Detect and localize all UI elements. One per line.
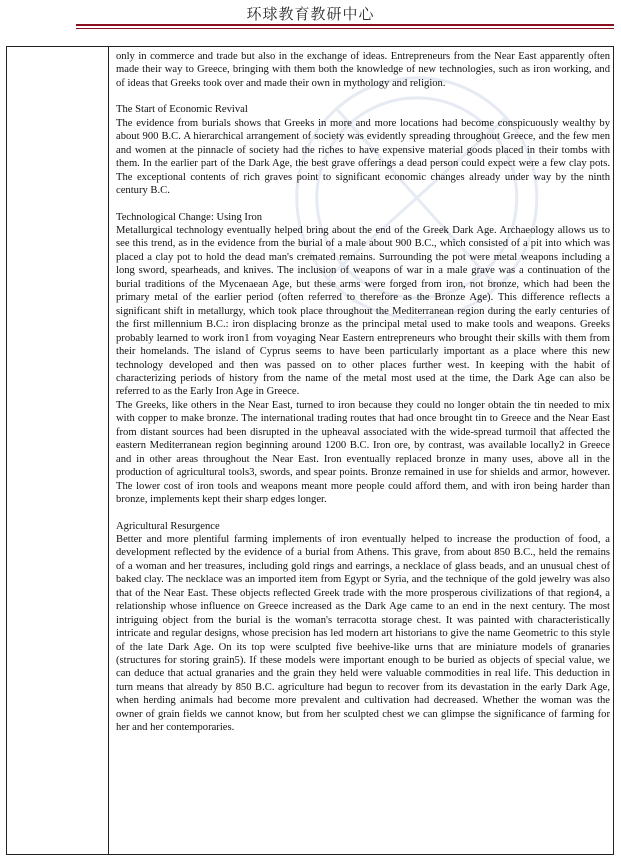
section-paragraph: The evidence from burials shows that Greeks in more and more locations had become conspicuously wealthy by about 900 B.C. A hierarchical arrangement of society was evidently spreading throughout Greece, and the few men and women at the pinnacle of society had the riches to have expensive material goods placed in their tombs with them. In the earlier part of the Dark Age, the best grave offerings a dead person could expect were a few clay pots. The exceptional contents of rich graves point to significant economic changes already under way by the ninth century B.C. bbox=[116, 117, 610, 197]
header-title: 环球教育教研中心 bbox=[246, 5, 375, 23]
intro-paragraph: only in commerce and trade but also in the exchange of ideas. Entrepreneurs from the Near East apparently often made their way to Greece, bringing with them both the knowledge of new technologies, such as iron working, and of ideas that Greeks took over and made their own in mythology and religion. bbox=[116, 51, 610, 89]
section-heading: Agricultural Resurgence bbox=[116, 520, 220, 532]
document-body bbox=[116, 50, 610, 735]
section-heading: The Start of Economic Revival bbox=[116, 104, 248, 116]
section-paragraph: The Greeks, like others in the Near East, turned to iron because they could no longer obtain the tin needed to mix with copper to make bronze. The international trading routes that had once brought tin to Greece and the Near East from distant sources had been disrupted in the upheaval associated with the wide-spread turmoil that affected the eastern Mediterranean region beginning around 1200 B.C. Iron ore, by contrast, was available locally2 in Greece and in other areas throughout the Near East. Iron eventually replaced bronze in many uses, above all in the production of agricultural tools3, swords, and spear points. Bronze remained in use for shields and armor, however. The lower cost of iron tools and weapons meant more people could afford them, and with iron being harder than bronze, implements kept their sharp edges longer. bbox=[116, 399, 610, 506]
section-heading: Technological Change: Using Iron bbox=[116, 211, 263, 223]
section-paragraph: Metallurgical technology eventually helped bring about the end of the Greek Dark Age. Archaeology allows us to see this trend, as in the evidence from the burial of a male about 900 B.C., which consisted of a pit into which was placed a clay pot to hold the dead man's cremated remains. Surrounding the pot were metal weapons including a long sword, spearheads, and knives. The inclusion of weapons of war in a male grave was a continuation of the burial traditions of the Mycenaean Age, but these arms were forged from iron, not bronze, which had been the primary metal of the earlier period (often referred to therefore as the Bronze Age). This difference reflects a significant shift in metallurgy, which took place throughout the Mediterranean region during the early centuries of the first millennium B.C.: iron displacing bronze as the principal metal used to make tools and weapons. Greeks probably learned to work iron1 from voyaging Near Eastern entrepreneurs who brought their skills with them from their homelands. The island of Cyprus seems to have been particularly important as a place where this new technology developed and then was passed on to other places further west. In keeping with the habit of characterizing periods of history from the name of the metal most used at the time, the Dark Age can also be referred to as the Early Iron Age in Greece. bbox=[116, 224, 610, 398]
section-paragraph: Better and more plentiful farming implements of iron eventually helped to increase the production of food, a development reflected by the evidence of a burial from Athens. This grave, from about 850 B.C., held the remains of a woman and her treasures, including gold rings and earrings, a necklace of glass beads, and an unusual chest of baked clay. The necklace was an imported item from Egypt or Syria, and the technique of the gold jewelry was also that of the Near East. These objects reflected Greek trade with the more prosperous civilizations of that region4, a relationship whose influence on Greece increased as the Dark Age came to an end in the next century. The most intriguing object from the burial is the woman's terracotta storage chest. It was painted with characteristically intricate and regular designs, whose precision has led modern art historians to give the name Geometric to this style of the late Dark Age. On its top were sculpted five beehive-like urns that are miniature models of granaries (structures for storing grain5). If these models were important enough to be buried as objects of special value, we can deduce that actual granaries and the grain they held were valuable commodities in real life. This deduction in turn means that already by 850 B.C. agriculture had begun to recover from its devastation in the early Dark Age, when herding animals had become more prevalent and cultivation had decreased. Whether the woman was the owner of grain fields we cannot know, but from her sculpted chest we can glimpse the significance of farming for her and her contemporaries. bbox=[116, 533, 610, 734]
column-divider bbox=[108, 46, 109, 855]
header-rule bbox=[76, 24, 614, 26]
header-rule-thin bbox=[76, 28, 614, 29]
